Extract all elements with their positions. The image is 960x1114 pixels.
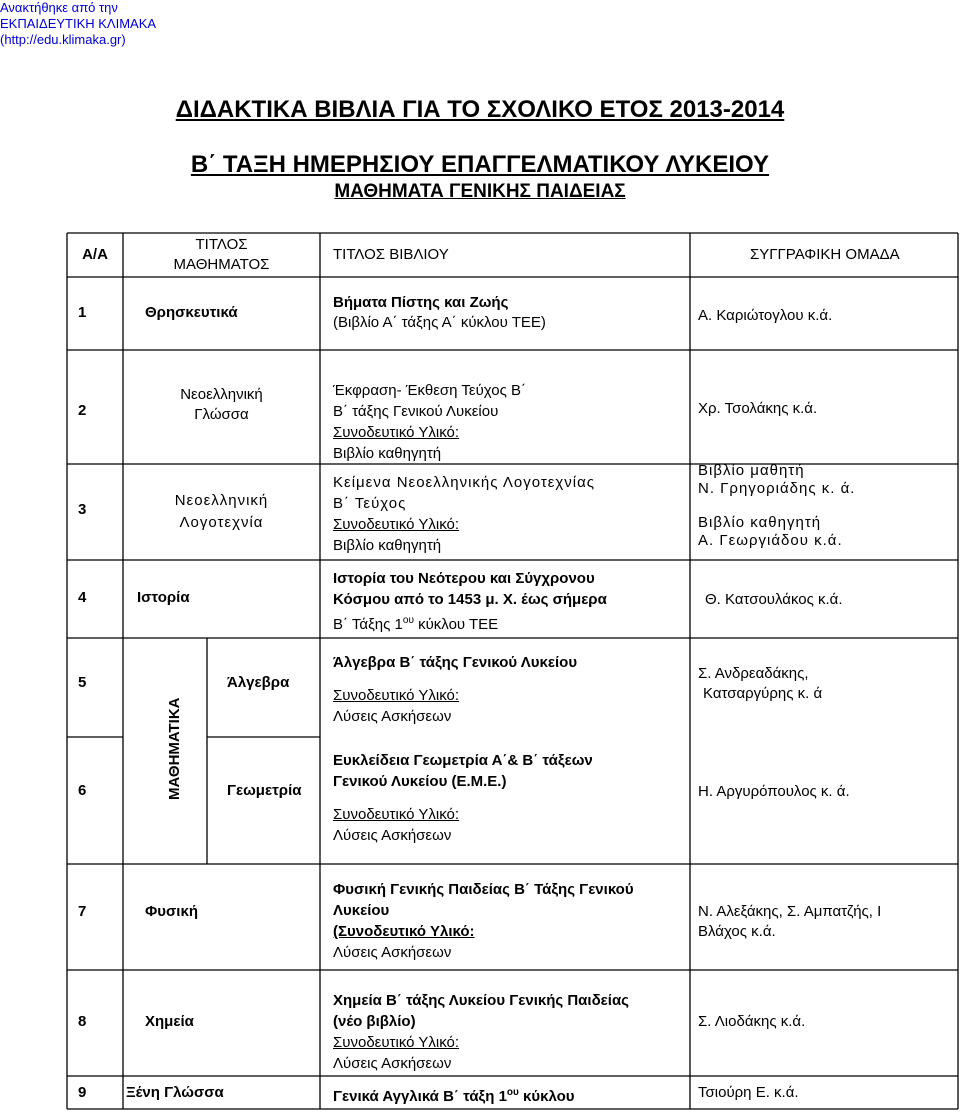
row-2-num: 2 (78, 402, 87, 419)
row-2-book-supplement: Συνοδευτικό Υλικό: (333, 424, 460, 441)
row-3-authors (698, 462, 855, 550)
row-3-book-title: Κείμενα Νεοελληνικής Λογοτεχνίας (333, 474, 596, 491)
row-4-book-class: Β΄ Τάξης $1^{o\upsilon}$ κύκλου ΤΕΕ (333, 615, 499, 633)
row-2-authors: Χρ. Τσολάκης κ.ά. (698, 400, 818, 417)
row-8-book-new: (νέο βιβλίο) (333, 1013, 416, 1030)
source-line-2: ΕΚΠΑΙΔΕΥΤΙΚΗ ΚΛΙΜΑΚΑ (0, 16, 157, 31)
row-5-book-title: Άλγεβρα Β΄ τάξης Γενικού Λυκείου (333, 654, 578, 671)
row-4-subject: Ιστορία (137, 589, 190, 606)
header-num: Α/Α (82, 246, 108, 263)
row-7-authors-l1: Ν. Αλεξάκης, Σ. Αμπατζής, Ι (698, 903, 882, 920)
row-7-authors (698, 902, 881, 942)
row-7-book-supplement: (Συνοδευτικό Υλικό: (333, 923, 475, 940)
row-7-book (333, 879, 634, 963)
row-1-book-title: Βήματα Πίστης και Ζωής (333, 294, 509, 311)
row-5-book (333, 652, 577, 727)
row-6-book-supplement: Συνοδευτικό Υλικό: (333, 806, 460, 823)
source-note (0, 0, 156, 48)
row-2-book-title: Έκφραση- Έκθεση Τεύχος Β΄ (333, 382, 526, 399)
row-9-num: 9 (78, 1084, 87, 1101)
header-subject-l2: ΜΑΘΗΜΑΤΟΣ (173, 256, 270, 273)
row-5-authors (698, 664, 822, 704)
row-2-subject (123, 385, 320, 425)
row-3-book-teacher: Βιβλίο καθηγητή (333, 537, 442, 554)
row-7-book-solutions: Λύσεις Ασκήσεων (333, 944, 452, 961)
row-3-authors-l3: Βιβλίο καθηγητή (698, 514, 822, 531)
row-2-book (333, 380, 526, 464)
row-1-num: 1 (78, 304, 87, 321)
row-1-book (333, 293, 546, 333)
row-7-num: 7 (78, 903, 87, 920)
row-2-subject-l1: Νεοελληνική (180, 386, 263, 403)
section-heading: ΜΑΘΗΜΑΤΑ ΓΕΝΙΚΗΣ ΠΑΙΔΕΙΑΣ (334, 181, 626, 202)
row-5-book-solutions: Λύσεις Ασκήσεων (333, 708, 452, 725)
source-link[interactable]: (http://edu.klimaka.gr) (0, 32, 126, 47)
row-6-book-subtitle: Γενικού Λυκείου (Ε.Μ.Ε.) (333, 773, 507, 790)
row-3-subject-l2: Λογοτεχνία (179, 514, 264, 531)
row-9-book: Γενικά Αγγλικά Β΄ τάξη $1^{o\upsilon}$ κύκλου (333, 1087, 575, 1105)
row-3-book-supplement: Συνοδευτικό Υλικό: (333, 516, 460, 533)
row-3-book (333, 472, 595, 556)
row-7-authors-l2: Βλάχος κ.ά. (698, 923, 776, 940)
row-4-authors: Θ. Κατσουλάκος κ.ά. (705, 591, 843, 608)
row-4-book-title: Ιστορία του Νεότερου και Σύγχρονου (333, 570, 595, 587)
row-5-num: 5 (78, 674, 87, 691)
row-8-num: 8 (78, 1013, 87, 1030)
row-8-authors: Σ. Λιοδάκης κ.ά. (698, 1013, 806, 1030)
row-3-num: 3 (78, 501, 87, 518)
math-group-label: ΜΑΘΗΜΑΤΙΚΑ (166, 697, 183, 800)
row-8-book (333, 990, 629, 1074)
row-3-authors-l1: Βιβλίο μαθητή (698, 462, 805, 479)
row-6-num: 6 (78, 782, 87, 799)
row-5-authors-l2: Κατσαργύρης κ. ά (703, 685, 823, 702)
header-authors: ΣΥΓΓΡΑΦΙΚΗ ΟΜΑΔΑ (750, 246, 900, 263)
row-5-subject: Άλγεβρα (227, 674, 290, 691)
row-2-book-class: Β΄ τάξης Γενικού Λυκείου (333, 403, 499, 420)
row-7-book-title: Φυσική Γενικής Παιδείας Β΄ Τάξης Γενικού (333, 881, 634, 898)
source-line-1: Ανακτήθηκε από την (0, 0, 118, 15)
row-8-book-solutions: Λύσεις Ασκήσεων (333, 1055, 452, 1072)
row-3-book-volume: Β΄ Τεύχος (333, 495, 407, 512)
row-1-book-note: (Βιβλίο Α΄ τάξης Α΄ κύκλου ΤΕΕ) (333, 314, 546, 331)
row-6-authors: Η. Αργυρόπουλος κ. ά. (698, 783, 850, 800)
row-6-book (333, 750, 593, 846)
row-3-subject (123, 490, 320, 534)
row-8-book-title: Χημεία Β΄ τάξης Λυκείου Γενικής Παιδείας (333, 992, 629, 1009)
document-title: ΔΙΔΑΚΤΙΚΑ ΒΙΒΛΙΑ ΓΙΑ ΤΟ ΣΧΟΛΙΚΟ ΕΤΟΣ 2013-2014 (175, 96, 785, 123)
row-7-book-title-cont: Λυκείου (333, 902, 390, 919)
row-5-authors-l1: Σ. Ανδρεαδάκης, (698, 665, 809, 682)
row-6-book-title: Ευκλείδεια Γεωμετρία Α΄& Β΄ τάξεων (333, 752, 593, 769)
row-3-authors-l2: Ν. Γρηγοριάδης κ. ά. (698, 480, 856, 497)
row-9-subject: Ξένη Γλώσσα (126, 1084, 224, 1101)
row-3-subject-l1: Νεοελληνική (174, 492, 269, 509)
row-5-book-supplement: Συνοδευτικό Υλικό: (333, 687, 460, 704)
row-7-subject: Φυσική (145, 903, 198, 920)
header-subject-l1: ΤΙΤΛΟΣ (195, 236, 248, 253)
row-6-book-solutions: Λύσεις Ασκήσεων (333, 827, 452, 844)
row-2-book-teacher: Βιβλίο καθηγητή (333, 445, 442, 462)
row-8-subject: Χημεία (145, 1013, 194, 1030)
row-6-subject: Γεωμετρία (227, 782, 302, 799)
row-4-num: 4 (78, 589, 87, 606)
row-9-authors: Τσιούρη Ε. κ.ά. (698, 1084, 799, 1101)
row-2-subject-l2: Γλώσσα (194, 406, 249, 423)
row-1-authors: Α. Καριώτογλου κ.ά. (698, 307, 833, 324)
row-8-book-supplement: Συνοδευτικό Υλικό: (333, 1034, 460, 1051)
row-3-authors-l4: Α. Γεωργιάδου κ.ά. (698, 532, 843, 549)
row-4-book (333, 568, 607, 635)
header-book: ΤΙΤΛΟΣ ΒΙΒΛΙΟΥ (333, 246, 449, 263)
row-1-subject: Θρησκευτικά (145, 304, 238, 321)
header-subject (123, 235, 320, 275)
document-subtitle: Β΄ ΤΑΞΗ ΗΜΕΡΗΣΙΟΥ ΕΠΑΓΓΕΛΜΑΤΙΚΟΥ ΛΥΚΕΙΟΥ (190, 151, 770, 178)
row-4-book-period: Κόσμου από το 1453 μ. Χ. έως σήμερα (333, 591, 607, 608)
